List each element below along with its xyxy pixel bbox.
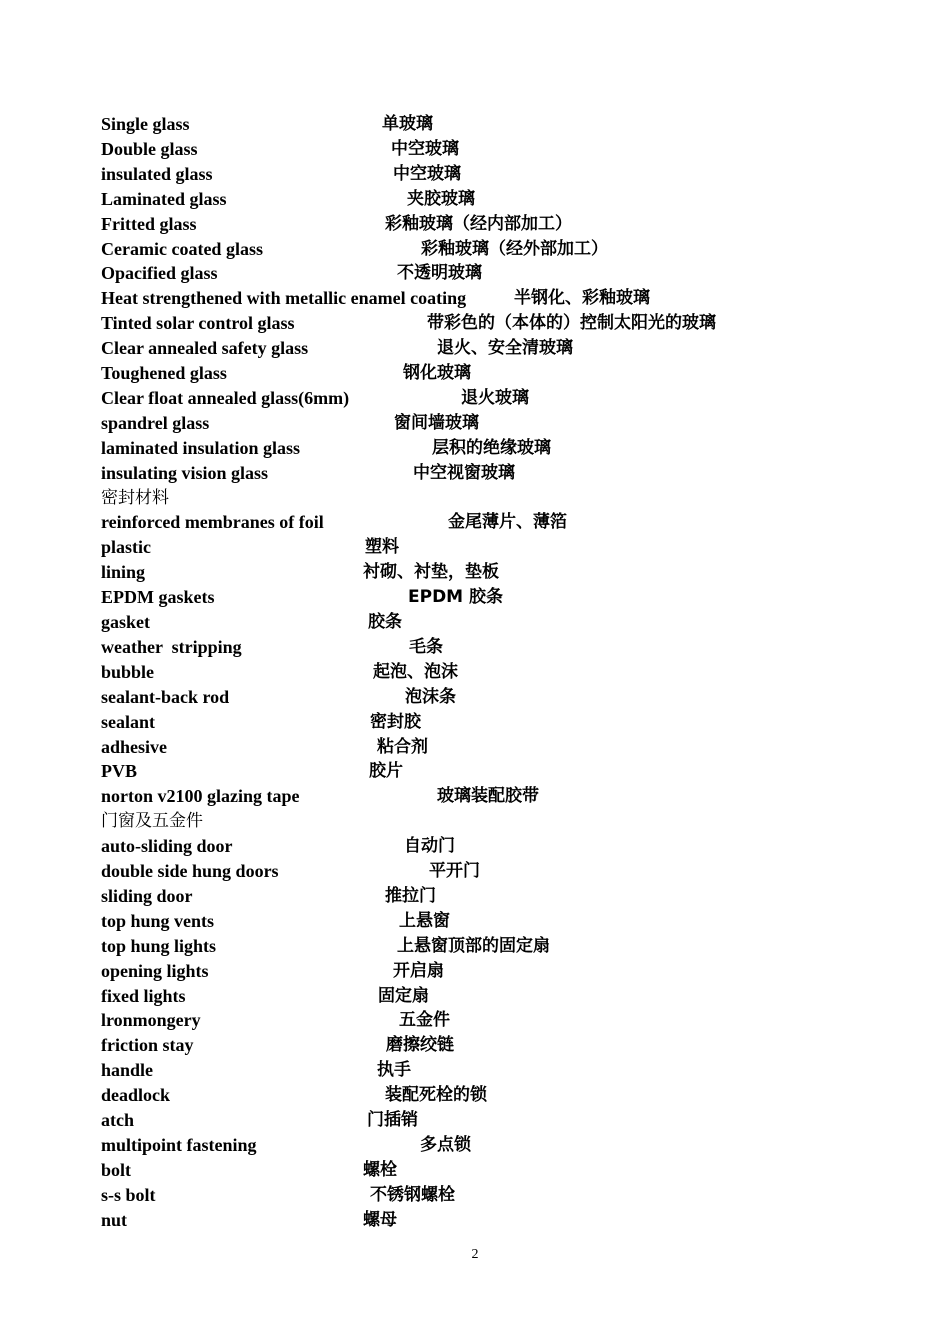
chinese-term: 钢化玻璃: [403, 363, 471, 383]
english-term: adhesive: [101, 736, 168, 757]
chinese-term: 上悬窗顶部的固定扇: [397, 935, 550, 956]
glossary-entry: [0, 560, 950, 585]
chinese-term: 起泡、泡沫: [373, 661, 458, 682]
glossary-entry: [0, 112, 950, 137]
english-term: gasket: [101, 612, 150, 632]
english-term: Laminated glass: [101, 188, 227, 209]
english-term: s-s bolt: [101, 1184, 156, 1205]
glossary-entry: [0, 237, 950, 262]
english-term: handle: [101, 1060, 154, 1081]
chinese-term: 玻璃装配胶带: [437, 786, 539, 807]
english-term: Tinted solar control glass: [101, 313, 295, 334]
english-term: sliding door: [101, 885, 193, 906]
chinese-term: 推拉门: [385, 885, 436, 906]
glossary-entry: [0, 1133, 950, 1158]
glossary-entry: [0, 1108, 950, 1133]
english-term: laminated insulation glass: [101, 437, 301, 458]
section-heading: 密封材料: [101, 487, 169, 508]
glossary-entry: [0, 212, 950, 237]
glossary-entry: [0, 411, 950, 436]
chinese-term: 装配死栓的锁: [385, 1085, 487, 1106]
chinese-term: 退火、安全清玻璃: [437, 338, 573, 359]
english-term: Clear float annealed glass(6mm): [101, 387, 350, 408]
glossary-entry: [0, 1183, 950, 1208]
chinese-term: 门插销: [367, 1110, 418, 1130]
chinese-term: 中空玻璃: [391, 138, 459, 159]
chinese-term: 夹胶玻璃: [407, 188, 475, 209]
glossary-entry: [0, 162, 950, 187]
glossary-entry: [0, 386, 950, 411]
english-term: Single glass: [101, 114, 190, 134]
section-heading-row: [0, 809, 950, 834]
glossary-entry: [0, 735, 950, 760]
chinese-term: 不锈钢螺栓: [370, 1184, 455, 1205]
chinese-term: 退火玻璃: [461, 387, 529, 408]
glossary-entry: [0, 1008, 950, 1033]
glossary-entry: [0, 286, 950, 311]
chinese-term: 胶条: [368, 612, 402, 632]
chinese-term: 窗间墙玻璃: [394, 412, 479, 433]
glossary-entry: [0, 1208, 950, 1233]
section-heading: 门窗及五金件: [101, 811, 203, 832]
glossary-entry: [0, 784, 950, 809]
english-term: deadlock: [101, 1085, 171, 1106]
chinese-term: 磨擦绞链: [386, 1035, 454, 1056]
section-heading-row: [0, 486, 950, 511]
chinese-term: 开启扇: [393, 960, 444, 981]
english-term: Double glass: [101, 138, 198, 159]
chinese-term: 塑料: [365, 537, 399, 558]
glossary-entry: [0, 261, 950, 286]
chinese-term: 层积的绝缘玻璃: [432, 437, 551, 458]
english-term: insulated glass: [101, 163, 213, 184]
glossary-entry: [0, 884, 950, 909]
chinese-term: 螺母: [363, 1209, 397, 1230]
glossary-entry: [0, 984, 950, 1009]
chinese-term: 衬砌、衬垫，垫板: [363, 562, 499, 583]
chinese-term: 自动门: [404, 836, 455, 857]
glossary-entry: [0, 361, 950, 386]
glossary-entry: [0, 685, 950, 710]
chinese-term: 多点锁: [420, 1134, 471, 1155]
english-term: reinforced membranes of foil: [101, 512, 324, 533]
english-term: Ceramic coated glass: [101, 238, 263, 259]
english-term: spandrel glass: [101, 412, 210, 433]
chinese-term: 泡沫条: [405, 686, 456, 707]
english-term: Clear annealed safety glass: [101, 338, 309, 359]
glossary-entry: [0, 1158, 950, 1183]
english-term: Heat strengthened with metallic enamel coating: [101, 288, 467, 309]
english-term: opening lights: [101, 960, 209, 981]
chinese-term: 粘合剂: [377, 736, 428, 757]
glossary-entry: [0, 585, 950, 610]
english-term: bolt: [101, 1159, 132, 1180]
glossary-entry: [0, 535, 950, 560]
english-term: norton v2100 glazing tape: [101, 786, 300, 807]
english-term: EPDM gaskets: [101, 587, 215, 608]
english-term: Fritted glass: [101, 213, 197, 234]
english-term: top hung vents: [101, 910, 215, 931]
english-term: weather stripping: [101, 636, 242, 657]
glossary-entry: [0, 959, 950, 984]
english-term: sealant: [101, 711, 155, 732]
chinese-term: 彩釉玻璃（经内部加工）: [385, 213, 572, 234]
glossary-entry: [0, 311, 950, 336]
english-term: sealant-back rod: [101, 686, 230, 707]
english-term: double side hung doors: [101, 861, 279, 881]
chinese-term: 毛条: [409, 636, 443, 657]
english-term: atch: [101, 1110, 134, 1130]
english-term: insulating vision glass: [101, 462, 269, 483]
chinese-term: 半钢化、彩釉玻璃: [514, 288, 650, 309]
english-term: lronmongery: [101, 1010, 201, 1031]
page-number: 2: [471, 1247, 479, 1262]
english-term: Opacified glass: [101, 263, 218, 284]
glossary-entry: [0, 1083, 950, 1108]
english-term: plastic: [101, 537, 152, 558]
glossary-entry: [0, 137, 950, 162]
chinese-term: EPDM 胶条: [408, 587, 504, 608]
chinese-term: 执手: [377, 1060, 411, 1081]
glossary-entry: [0, 510, 950, 535]
glossary-entry: [0, 461, 950, 486]
chinese-term: 上悬窗: [399, 910, 450, 931]
chinese-term: 带彩色的（本体的）控制太阳光的玻璃: [427, 313, 716, 334]
english-term: PVB: [101, 761, 137, 782]
chinese-term: 中空视窗玻璃: [413, 462, 515, 483]
glossary-entry: [0, 909, 950, 934]
glossary-entry: [0, 187, 950, 212]
chinese-term: 单玻璃: [382, 114, 433, 134]
glossary-entry: [0, 1033, 950, 1058]
chinese-term: 彩釉玻璃（经外部加工）: [421, 238, 608, 259]
glossary-entry: [0, 635, 950, 660]
glossary-entry: [0, 336, 950, 361]
chinese-term: 五金件: [399, 1010, 450, 1031]
chinese-term: 螺栓: [363, 1159, 397, 1180]
glossary-entry: [0, 610, 950, 635]
chinese-term: 胶片: [369, 761, 403, 782]
english-term: fixed lights: [101, 985, 186, 1006]
english-term: lining: [101, 562, 146, 583]
chinese-term: 不透明玻璃: [397, 263, 482, 284]
glossary-entry: [0, 934, 950, 959]
chinese-term: 平开门: [429, 861, 480, 881]
chinese-term: 固定扇: [378, 985, 429, 1006]
english-term: Toughened glass: [101, 363, 227, 383]
glossary-entry: [0, 759, 950, 784]
glossary-entry: [0, 710, 950, 735]
english-term: top hung lights: [101, 935, 217, 956]
glossary-entry: [0, 834, 950, 859]
english-term: bubble: [101, 661, 155, 682]
chinese-term: 中空玻璃: [393, 163, 461, 184]
chinese-term: 金尾薄片、薄箔: [448, 512, 567, 533]
glossary-entry: [0, 859, 950, 884]
glossary-entry: [0, 1058, 950, 1083]
chinese-term: 密封胶: [370, 711, 421, 732]
english-term: friction stay: [101, 1035, 194, 1056]
glossary-entry: [0, 660, 950, 685]
english-term: nut: [101, 1209, 128, 1230]
glossary-entry: [0, 436, 950, 461]
english-term: auto-sliding door: [101, 836, 233, 857]
english-term: multipoint fastening: [101, 1134, 257, 1155]
